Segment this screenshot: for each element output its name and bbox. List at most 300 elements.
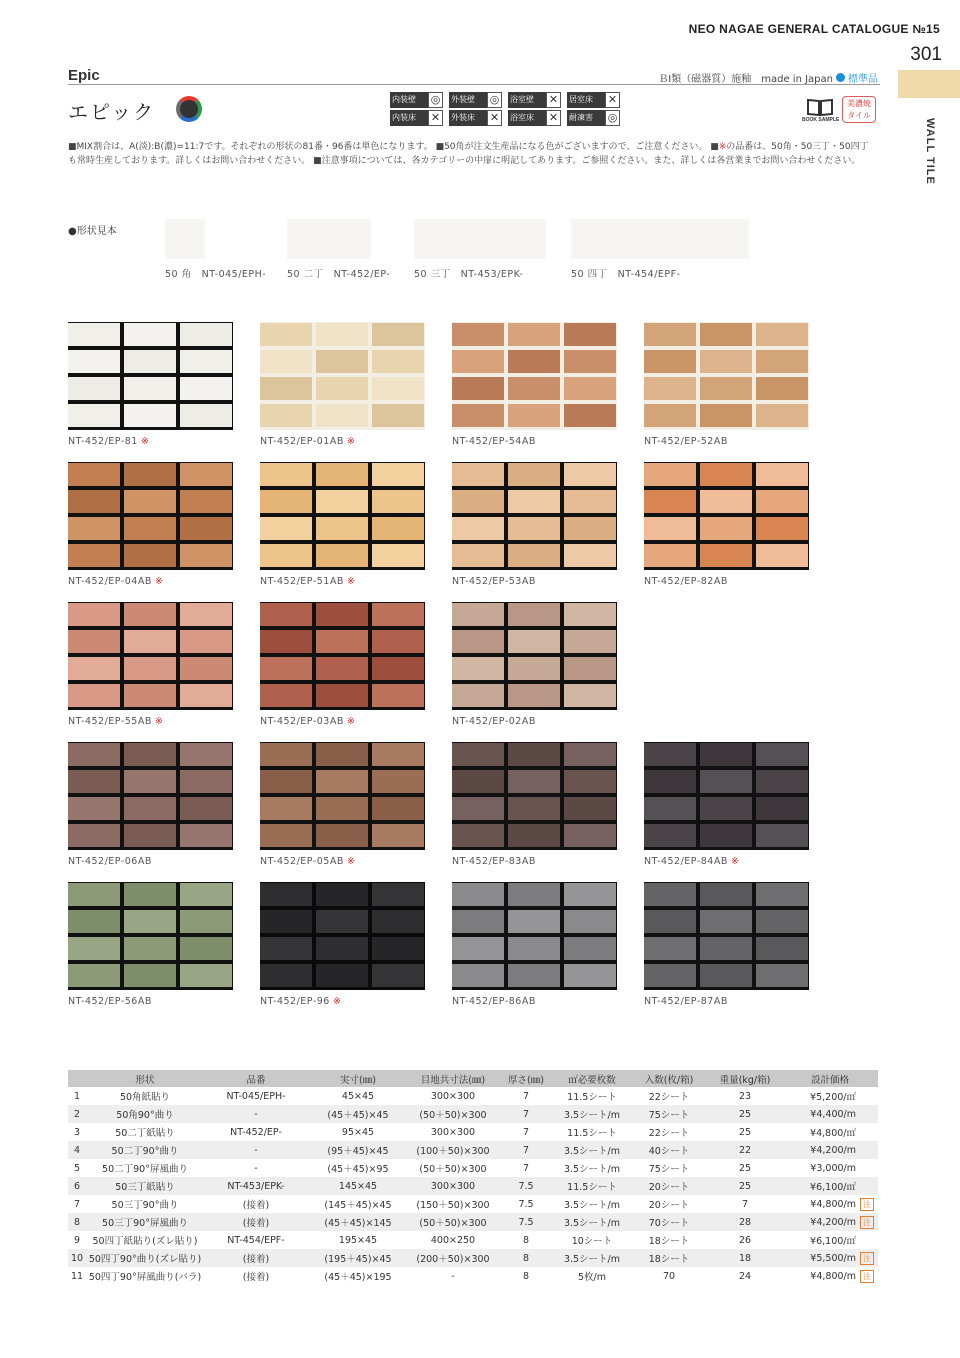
tile-swatch-grid — [644, 322, 809, 430]
tile — [372, 964, 424, 987]
tile — [68, 910, 120, 933]
tile — [564, 824, 616, 847]
tile — [564, 910, 616, 933]
cell-thick: 8 — [522, 1270, 530, 1282]
tile — [508, 937, 560, 960]
tile — [68, 544, 120, 567]
cell-size: (95＋45)×45 — [308, 1141, 408, 1159]
swatch-mark: ※ — [346, 436, 356, 447]
tile — [700, 463, 752, 486]
tile-swatch-grid — [68, 742, 233, 850]
tile-swatch-grid — [644, 462, 809, 570]
cell-shape: 50二丁紙貼り — [115, 1128, 175, 1139]
tile — [260, 377, 312, 400]
tile — [452, 684, 504, 707]
swatch-code: NT-452/EP-87AB — [644, 996, 728, 1007]
usage-cell — [449, 110, 503, 126]
tile — [180, 544, 232, 567]
cell-shape: 50二丁90°屏風曲り — [102, 1164, 188, 1175]
usage-cell — [567, 110, 621, 126]
tile — [756, 463, 808, 486]
cell-code: NT-452/EP- — [230, 1126, 282, 1138]
tile — [564, 964, 616, 987]
tile — [316, 377, 368, 400]
cell-code: NT-454/EPF- — [227, 1234, 285, 1246]
tile-swatch — [452, 602, 617, 710]
price-value: ¥5,200/㎡ — [810, 1092, 856, 1103]
tile — [68, 630, 120, 653]
swatch-code: NT-452/EP-06AB — [68, 856, 152, 867]
tile — [180, 964, 232, 987]
tile — [564, 544, 616, 567]
price-value: ¥6,100/㎡ — [810, 1182, 856, 1193]
tile — [372, 770, 424, 793]
tile — [180, 463, 232, 486]
cell-size: 145×45 — [308, 1177, 408, 1195]
standard-dot-icon — [836, 73, 845, 82]
tile — [372, 350, 424, 373]
tile — [68, 350, 120, 373]
swatch-caption — [260, 716, 355, 727]
tile — [564, 404, 616, 427]
tile — [452, 937, 504, 960]
tile — [316, 544, 368, 567]
price-value: ¥4,800/m — [810, 1270, 856, 1282]
swatch-code: NT-452/EP-05AB — [260, 856, 344, 867]
table-header-cell: 形状 — [86, 1070, 204, 1087]
swatch-caption — [452, 436, 539, 447]
tile — [260, 797, 312, 820]
tile — [756, 544, 808, 567]
swatch-caption — [260, 436, 355, 447]
price-value: ¥4,800/m — [810, 1198, 856, 1210]
tile — [180, 684, 232, 707]
swatch-caption — [68, 856, 155, 867]
table-header-cell: ㎡必要枚数 — [554, 1070, 630, 1087]
tile — [564, 657, 616, 680]
tile — [68, 490, 120, 513]
tile-swatch-grid — [644, 742, 809, 850]
tile — [260, 463, 312, 486]
tile-swatch-grid — [452, 882, 617, 990]
swatch-code: NT-452/EP-55AB — [68, 716, 152, 727]
table-row — [68, 1159, 878, 1177]
table-row — [68, 1105, 878, 1123]
catalog-title: NEO NAGAE GENERAL CATALOGUE №15 — [688, 22, 940, 36]
cell-code: NT-453/EPK- — [204, 1177, 308, 1195]
cell-price — [782, 1195, 878, 1213]
cell-no: 10 — [68, 1249, 86, 1267]
price-value: ¥4,800/㎡ — [810, 1128, 856, 1139]
tile — [180, 630, 232, 653]
tile — [452, 743, 504, 766]
tile — [452, 463, 504, 486]
cell-size: 195×45 — [338, 1234, 378, 1246]
tile — [372, 824, 424, 847]
cell-shape: 50三丁90°曲り — [111, 1200, 179, 1211]
cell-no: 9 — [73, 1234, 81, 1246]
tile — [564, 937, 616, 960]
tile — [260, 743, 312, 766]
header-divider — [68, 84, 880, 85]
tile — [564, 684, 616, 707]
tile — [124, 657, 176, 680]
usage-mark: ◎ — [605, 110, 620, 126]
tile — [508, 743, 560, 766]
note-line-1a: ■MIX割合は、A(淡):B(濃)=11:7です。それぞれの形状の81番・96番は単色になります。 ■50角が注文生産品になる色がございますので、ご注意ください。 ■ — [68, 142, 719, 152]
tile — [508, 657, 560, 680]
swatch-caption — [452, 856, 539, 867]
tile — [180, 824, 232, 847]
usage-mark: ✕ — [487, 110, 502, 126]
tile-swatch-grid — [260, 462, 425, 570]
swatch-caption — [644, 576, 731, 587]
tile — [260, 964, 312, 987]
cell-price — [782, 1177, 878, 1195]
tile — [124, 630, 176, 653]
tile — [452, 350, 504, 373]
cell-joint: 400×250 — [430, 1234, 476, 1246]
tile — [180, 797, 232, 820]
tile — [564, 603, 616, 626]
swatch-code: NT-452/EP-52AB — [644, 436, 728, 447]
swatch-caption — [68, 996, 155, 1007]
tile — [508, 883, 560, 906]
cell-thick: 7 — [522, 1090, 530, 1102]
usage-mark: ◎ — [487, 92, 502, 108]
tile — [260, 770, 312, 793]
tile — [124, 824, 176, 847]
tile — [180, 657, 232, 680]
tile — [508, 323, 560, 346]
tile — [124, 463, 176, 486]
shape-sample-50sanchou — [414, 219, 546, 259]
tile — [372, 883, 424, 906]
table-header-cell: 厚さ(㎜) — [498, 1070, 554, 1087]
tile — [508, 404, 560, 427]
swatch-caption — [644, 436, 731, 447]
tile — [316, 910, 368, 933]
tile — [316, 684, 368, 707]
cell-joint: (50＋50)×300 — [408, 1213, 498, 1231]
swatch-caption — [260, 856, 355, 867]
tile — [124, 350, 176, 373]
tile — [700, 910, 752, 933]
tile — [452, 797, 504, 820]
cell-qty: 18シート — [648, 1236, 690, 1247]
cell-thick: 8 — [498, 1249, 554, 1267]
usage-name: 居室床 — [567, 92, 605, 108]
tile — [68, 824, 120, 847]
tile — [260, 490, 312, 513]
tile — [452, 824, 504, 847]
swatch-mark: ※ — [154, 716, 164, 727]
tile — [756, 883, 808, 906]
tile — [756, 517, 808, 540]
cell-joint: (200＋50)×300 — [408, 1249, 498, 1267]
usage-name: 外装壁 — [449, 92, 487, 108]
tile — [124, 377, 176, 400]
tile — [372, 797, 424, 820]
tile — [508, 824, 560, 847]
tile — [644, 323, 696, 346]
product-jp-name: エピック — [68, 100, 156, 124]
cell-no: 1 — [73, 1090, 81, 1102]
tile — [372, 684, 424, 707]
swatch-code: NT-452/EP-02AB — [452, 716, 536, 727]
usage-mark: ✕ — [605, 92, 620, 108]
tile — [124, 937, 176, 960]
swatch-code: NT-452/EP-83AB — [452, 856, 536, 867]
tile — [180, 883, 232, 906]
swatch-mark: ※ — [346, 716, 356, 727]
swatch-caption — [260, 996, 341, 1007]
swatch-code: NT-452/EP-51AB — [260, 576, 344, 587]
tile-swatch — [452, 882, 617, 990]
tile — [756, 350, 808, 373]
tile — [564, 323, 616, 346]
tile — [452, 910, 504, 933]
tile-swatch — [260, 462, 425, 570]
tile-swatch-grid — [68, 602, 233, 710]
tile — [316, 883, 368, 906]
tile — [508, 797, 560, 820]
tile — [700, 883, 752, 906]
tile-swatch-grid — [260, 322, 425, 430]
cell-need: 3.5シート/m — [554, 1141, 630, 1159]
tile — [372, 463, 424, 486]
tile — [124, 544, 176, 567]
cell-qty: 75シート — [648, 1164, 690, 1175]
shape-sample-50nichou — [287, 219, 371, 259]
cell-no: 8 — [68, 1213, 86, 1231]
table-row — [68, 1213, 878, 1231]
usage-name: 浴室壁 — [508, 92, 546, 108]
tile — [644, 490, 696, 513]
cell-thick: 7 — [498, 1141, 554, 1159]
tile — [644, 350, 696, 373]
cell-price — [782, 1159, 878, 1177]
table-header-cell: 設計価格 — [782, 1070, 878, 1087]
tile — [508, 350, 560, 373]
swatch-code: NT-452/EP-01AB — [260, 436, 344, 447]
shape-caption: 50 二丁 NT-452/EP- — [287, 269, 391, 280]
tile-swatch — [644, 742, 809, 850]
tile — [564, 770, 616, 793]
page-number: 301 — [910, 44, 942, 65]
table-row — [68, 1249, 878, 1267]
tile — [644, 797, 696, 820]
table-row — [68, 1087, 878, 1105]
cell-joint: - — [451, 1270, 455, 1282]
swatch-code: NT-452/EP-84AB — [644, 856, 728, 867]
tile — [68, 377, 120, 400]
swatch-caption — [68, 716, 163, 727]
tile — [564, 377, 616, 400]
cell-size: (45＋45)×45 — [308, 1105, 408, 1123]
cell-joint: (50＋50)×300 — [419, 1164, 487, 1175]
usage-table — [390, 92, 621, 126]
tile — [124, 883, 176, 906]
tile — [260, 684, 312, 707]
cell-no: 3 — [73, 1126, 81, 1138]
cell-price — [782, 1087, 878, 1105]
tile — [756, 824, 808, 847]
cell-thick: 8 — [522, 1234, 530, 1246]
tile — [124, 323, 176, 346]
price-value: ¥3,000/m — [810, 1162, 856, 1174]
cell-no: 6 — [68, 1177, 86, 1195]
cell-code: - — [204, 1141, 308, 1159]
cell-qty: 20シート — [630, 1177, 708, 1195]
tile — [372, 404, 424, 427]
tile — [68, 937, 120, 960]
swatch-code: NT-452/EP-82AB — [644, 576, 728, 587]
tile — [508, 684, 560, 707]
mino-tile-badge — [842, 96, 876, 123]
tile — [508, 964, 560, 987]
tile — [180, 937, 232, 960]
swatch-mark: ※ — [346, 576, 356, 587]
tile — [260, 657, 312, 680]
table-row — [68, 1267, 878, 1285]
tile — [180, 323, 232, 346]
tile — [452, 770, 504, 793]
cell-weight: 28 — [708, 1213, 782, 1231]
shape-caption: 50 三丁 NT-453/EPK- — [414, 269, 524, 280]
shapes-label: ●形状見本 — [68, 226, 117, 237]
cell-shape: 50角紙貼り — [119, 1092, 171, 1103]
tile — [260, 323, 312, 346]
cell-size: (45＋45)×145 — [308, 1213, 408, 1231]
shape-sample-50yonchou — [571, 219, 749, 259]
tile — [644, 883, 696, 906]
tile — [180, 910, 232, 933]
cell-need: 11.5シート — [554, 1177, 630, 1195]
tile — [260, 350, 312, 373]
table-header-cell: 重量(kg/箱) — [708, 1070, 782, 1087]
cell-no: 2 — [68, 1105, 86, 1123]
cell-need: 3.5シート/m — [554, 1213, 630, 1231]
price-value: ¥5,500/m — [810, 1252, 856, 1264]
cell-weight: 25 — [708, 1177, 782, 1195]
cell-code: - — [254, 1162, 258, 1174]
cell-price — [782, 1141, 878, 1159]
tile — [644, 964, 696, 987]
tile — [124, 684, 176, 707]
cell-price — [782, 1123, 878, 1141]
tile — [644, 770, 696, 793]
tile — [316, 517, 368, 540]
tile — [452, 323, 504, 346]
cell-qty: 20シート — [648, 1200, 690, 1211]
tile — [452, 517, 504, 540]
tile — [316, 323, 368, 346]
page-tab-bar — [898, 70, 960, 98]
tile — [452, 603, 504, 626]
tile — [372, 517, 424, 540]
tile — [644, 517, 696, 540]
cell-qty: 40シート — [630, 1141, 708, 1159]
tile — [756, 323, 808, 346]
cell-code: (接着) — [242, 1272, 270, 1283]
tile — [316, 743, 368, 766]
tile — [180, 490, 232, 513]
tile — [564, 490, 616, 513]
tile — [316, 603, 368, 626]
cell-size: (145＋45)×45 — [324, 1200, 392, 1211]
tile — [124, 964, 176, 987]
tile — [68, 463, 120, 486]
cell-need: 5枚/m — [578, 1272, 606, 1283]
tile — [68, 743, 120, 766]
cell-thick: 7 — [522, 1126, 530, 1138]
tile — [452, 883, 504, 906]
cell-qty: 75シート — [630, 1105, 708, 1123]
tile — [700, 770, 752, 793]
cell-thick: 7.5 — [518, 1198, 534, 1210]
tile — [124, 797, 176, 820]
table-row — [68, 1123, 878, 1141]
cell-code: (接着) — [204, 1249, 308, 1267]
tile — [260, 544, 312, 567]
cell-need: 10シート — [571, 1236, 613, 1247]
tile-swatch — [452, 322, 617, 430]
tile — [260, 517, 312, 540]
tile — [756, 937, 808, 960]
tile — [508, 490, 560, 513]
tile — [68, 797, 120, 820]
tile — [700, 824, 752, 847]
tile — [68, 404, 120, 427]
swatch-caption — [644, 996, 731, 1007]
tile — [564, 630, 616, 653]
tile — [644, 910, 696, 933]
tile-swatch-grid — [644, 882, 809, 990]
tile — [452, 964, 504, 987]
tile — [700, 490, 752, 513]
cell-no: 7 — [73, 1198, 81, 1210]
mino-badge-line1: 美濃焼 — [847, 99, 871, 108]
price-value: ¥4,200/m — [810, 1144, 856, 1156]
cell-shape: 50二丁90°曲り — [86, 1141, 204, 1159]
tile-swatch-grid — [452, 322, 617, 430]
tile — [68, 603, 120, 626]
tile — [452, 404, 504, 427]
tile — [372, 910, 424, 933]
note-badge: 注 — [860, 1252, 874, 1265]
mino-badge-line2: タイル — [847, 111, 871, 120]
tile — [700, 797, 752, 820]
note-line-1 — [68, 140, 883, 154]
cell-need: 3.5シート/m — [563, 1164, 621, 1175]
cell-thick: 7 — [498, 1105, 554, 1123]
tile-swatch — [260, 882, 425, 990]
tile — [756, 404, 808, 427]
cell-shape: 50四丁紙貼り(ズレ貼り) — [92, 1236, 198, 1247]
tile — [372, 603, 424, 626]
tile — [124, 743, 176, 766]
usage-name: 耐凍害 — [567, 110, 605, 126]
cell-weight: 24 — [738, 1270, 752, 1282]
usage-cell — [508, 92, 562, 108]
tile — [124, 404, 176, 427]
cell-weight: 26 — [738, 1234, 752, 1246]
tile — [700, 937, 752, 960]
tile — [372, 937, 424, 960]
table-header-cell: 目地共寸法(㎜) — [408, 1070, 498, 1087]
table-row — [68, 1231, 878, 1249]
